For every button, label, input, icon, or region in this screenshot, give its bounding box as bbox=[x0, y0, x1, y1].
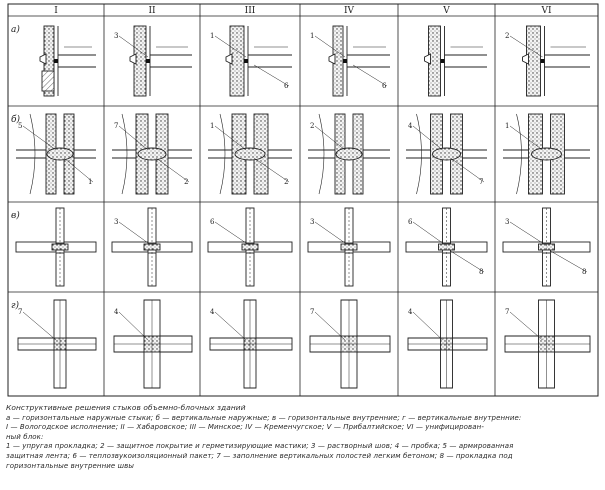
joint-detail-drawing bbox=[112, 208, 192, 286]
column-header: III bbox=[244, 6, 256, 16]
callout-number: 7 bbox=[505, 308, 510, 316]
joint-detail-drawing bbox=[112, 114, 192, 194]
callout-leader bbox=[413, 312, 443, 340]
joint-detail-drawing bbox=[503, 208, 590, 286]
callout-number: 2 bbox=[184, 178, 189, 186]
joint-detail-drawing bbox=[308, 114, 390, 194]
joint-detail-drawing bbox=[16, 208, 96, 286]
caption-line: I — Вологодское исполнение; II — Хабаровское; III — Минское; IV — Кременчугское; V — Прибалтийское; VI — унифицирован- bbox=[6, 423, 484, 432]
joint-detail-drawing bbox=[308, 208, 390, 286]
joint-detail-drawing bbox=[16, 114, 96, 194]
joint-detail-drawing bbox=[406, 114, 487, 194]
callout-number: 1 bbox=[88, 178, 93, 186]
joint-detail-drawing bbox=[503, 114, 590, 194]
callout-number: 6 bbox=[210, 218, 215, 226]
callout-number: 6 bbox=[382, 82, 387, 90]
row-label: в) bbox=[11, 211, 20, 221]
callout-number: 6 bbox=[284, 82, 289, 90]
joint-detail-drawing bbox=[210, 300, 292, 388]
callout-number: 3 bbox=[114, 32, 119, 40]
caption-line: ный блок: bbox=[6, 432, 44, 441]
joint-detail-drawing bbox=[18, 300, 96, 388]
callout-number: 7 bbox=[114, 122, 119, 130]
callout-leader bbox=[215, 222, 246, 243]
callout-number: 4 bbox=[408, 122, 413, 130]
caption-line: 1 — упругая прокладка; 2 — защитное покрытие и герметизирующие мастики; 3 — растворный шов; 4 — пробка; 5 — армированная bbox=[6, 442, 514, 451]
callout-number: 8 bbox=[479, 268, 484, 276]
caption-line: защитная лента; 6 — теплозвукоизоляционный пакет; 7 — заполнение вертикальных полостей легким бетоном; 8 — прокладка под bbox=[6, 451, 513, 460]
callout-number: 1 bbox=[210, 32, 215, 40]
callout-number: 1 bbox=[210, 122, 215, 130]
callout-leader bbox=[510, 222, 543, 243]
joint-detail-drawing bbox=[505, 26, 590, 96]
callout-number: 2 bbox=[284, 178, 289, 186]
callout-number: 2 bbox=[505, 32, 510, 40]
caption-line: а — горизонтальные наружные стыки; б — вертикальные наружные; в — горизонтальные внутренние; г — вертикальные внутренние: bbox=[6, 413, 522, 422]
callout-number: 4 bbox=[114, 308, 119, 316]
row-label: a) bbox=[11, 25, 20, 35]
callout-number: 2 bbox=[310, 122, 315, 130]
joint-detail-drawing bbox=[310, 26, 390, 96]
joint-detail-drawing bbox=[505, 300, 590, 388]
column-header: V bbox=[443, 6, 450, 16]
callout-number: 4 bbox=[408, 308, 413, 316]
column-header: VI bbox=[541, 6, 552, 16]
column-header: II bbox=[148, 6, 156, 16]
joint-detail-drawing bbox=[408, 300, 487, 388]
callout-number: 1 bbox=[310, 32, 315, 40]
callout-number: 8 bbox=[582, 268, 587, 276]
callout-leader bbox=[119, 222, 148, 243]
callout-number: 6 bbox=[408, 218, 413, 226]
column-header: I bbox=[54, 6, 58, 16]
callout-leader bbox=[23, 312, 56, 340]
caption-line: горизонтальные внутренние швы bbox=[6, 461, 135, 470]
caption-title: Конструктивные решения стыков объемно-блочных зданий bbox=[6, 403, 246, 412]
callout-number: 7 bbox=[479, 178, 484, 186]
row-label: г) bbox=[11, 301, 20, 311]
joint-detail-drawing bbox=[210, 26, 292, 96]
joint-detail-drawing bbox=[406, 208, 487, 286]
callout-number: 7 bbox=[310, 308, 315, 316]
joint-detail-drawing bbox=[208, 114, 292, 194]
callout-leader bbox=[315, 222, 345, 243]
joint-detail-drawing bbox=[310, 300, 390, 388]
callout-number: 7 bbox=[18, 308, 23, 316]
joint-detail-drawing bbox=[208, 208, 292, 286]
callout-number: 3 bbox=[505, 218, 510, 226]
callout-number: 3 bbox=[310, 218, 315, 226]
joint-detail-drawing bbox=[40, 26, 96, 96]
callout-leader bbox=[413, 222, 443, 243]
joint-detail-drawing bbox=[114, 26, 192, 96]
callout-number: 4 bbox=[210, 308, 215, 316]
joint-detail-drawing bbox=[114, 300, 192, 388]
callout-number: 3 bbox=[114, 218, 119, 226]
figure-caption bbox=[6, 403, 602, 471]
row-label: б) bbox=[11, 115, 21, 125]
column-header: IV bbox=[343, 6, 355, 16]
joint-detail-drawing bbox=[425, 26, 488, 96]
callout-number: 1 bbox=[505, 122, 510, 130]
callout-leader bbox=[215, 312, 246, 340]
callout-number: 5 bbox=[18, 122, 23, 130]
